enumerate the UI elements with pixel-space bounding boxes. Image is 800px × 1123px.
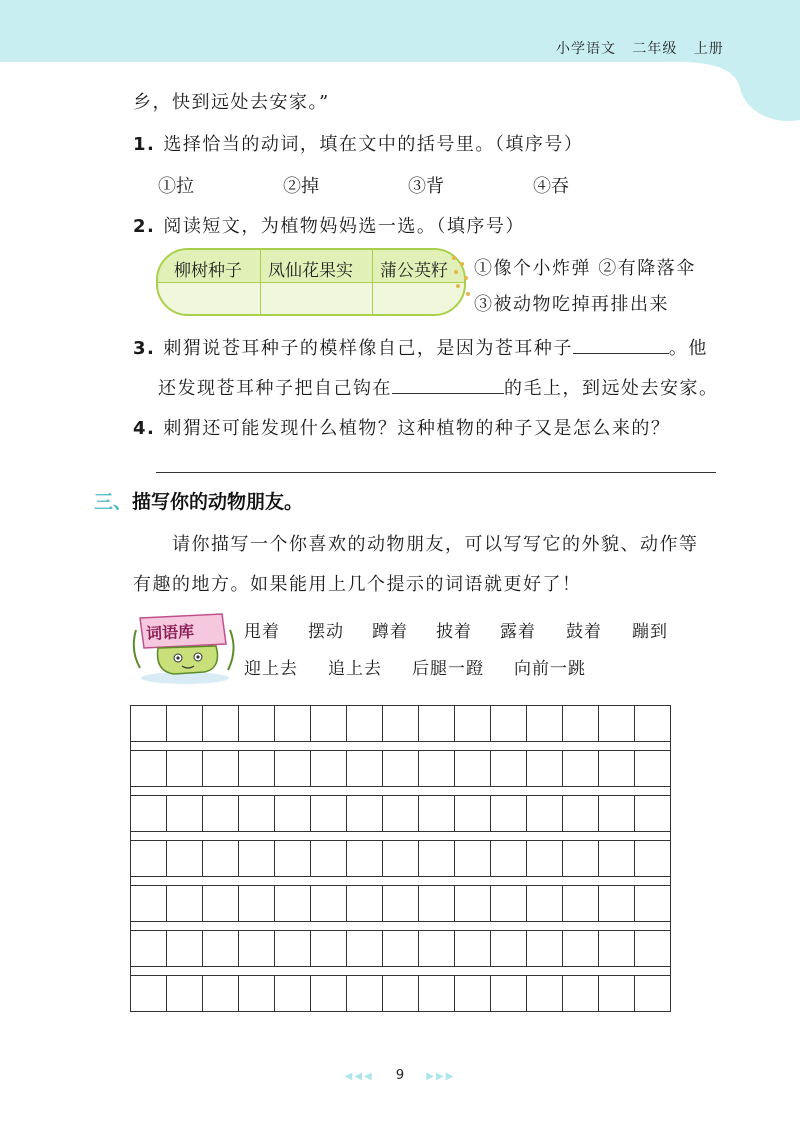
answer-blank-q3-2[interactable] [392,375,504,394]
question-1-number: 1. [133,134,156,155]
question-1 [133,130,583,156]
q1-option-2: ②掉 [283,176,319,197]
grid-cell[interactable] [202,795,239,832]
section-3-title [94,487,303,514]
grid-cell[interactable] [310,750,347,787]
grid-cell[interactable] [598,750,635,787]
page-footer [0,1068,800,1083]
grid-row-gap [130,877,671,885]
grid-cell[interactable] [598,885,635,922]
grid-cell[interactable] [598,795,635,832]
word-zhuishangqu: 追上去 [328,659,382,679]
grid-row-gap [130,787,671,795]
grid-cell[interactable] [130,705,167,742]
grid-cell[interactable] [418,930,455,967]
grid-cell[interactable] [166,975,203,1012]
question-4 [133,414,670,440]
header-title: 小学语文 二年级 上册 [556,41,724,57]
plant-balsam-fruit: 凤仙花果实 [268,261,353,281]
grid-cell[interactable] [526,930,563,967]
plant-willow-seed: 柳树种子 [174,261,242,281]
grid-cell[interactable] [454,750,491,787]
grid-cell[interactable] [526,795,563,832]
grid-cell[interactable] [490,750,527,787]
grid-cell[interactable] [130,975,167,1012]
question-4-text: 刺猬还可能发现什么植物？这种植物的种子又是怎么来的？ [163,418,671,439]
grid-cell[interactable] [274,705,311,742]
grid-cell[interactable] [598,975,635,1012]
grid-cell[interactable] [418,795,455,832]
grid-cell[interactable] [598,930,635,967]
grid-cell[interactable] [274,975,311,1012]
grid-cell[interactable] [310,885,347,922]
choices-line-1: ①像个小炸弹 ②有降落伞 [474,258,696,279]
grid-cell[interactable] [310,840,347,877]
section-3-paragraph-2: 有趣的地方。如果能用上几个提示的词语就更好了！ [133,574,582,595]
grid-row [130,795,671,832]
grid-cell[interactable] [202,705,239,742]
grid-cell[interactable] [634,705,671,742]
grid-cell[interactable] [382,750,419,787]
dots-decoration [448,252,476,308]
word-baidong: 摆动 [308,622,344,642]
grid-cell[interactable] [346,750,383,787]
grid-cell[interactable] [526,750,563,787]
grid-cell[interactable] [634,930,671,967]
word-guzhe: 鼓着 [566,622,602,642]
word-bank-label: 词语库 [145,621,195,644]
grid-cell[interactable] [346,975,383,1012]
word-pizhe: 披着 [436,622,472,642]
plant-dandelion-seed: 蒲公英籽 [380,261,448,281]
grid-cell[interactable] [634,795,671,832]
answer-blank-balsam[interactable] [268,288,368,308]
grid-cell[interactable] [634,975,671,1012]
grid-cell[interactable] [562,975,599,1012]
word-dunzhe: 蹲着 [372,622,408,642]
grid-cell[interactable] [310,705,347,742]
grid-cell[interactable] [166,885,203,922]
plant-table [156,248,466,316]
grid-cell[interactable] [634,885,671,922]
grid-cell[interactable] [238,705,275,742]
grid-cell[interactable] [382,840,419,877]
grid-cell[interactable] [274,750,311,787]
question-3-line-1 [133,334,708,360]
grid-row-gap [130,742,671,750]
grid-cell[interactable] [274,930,311,967]
grid-cell[interactable] [238,930,275,967]
grid-cell[interactable] [310,930,347,967]
grid-cell[interactable] [130,795,167,832]
word-houtuiyideng: 后腿一蹬 [412,659,484,679]
grid-cell[interactable] [238,795,275,832]
grid-cell[interactable] [202,840,239,877]
grid-cell[interactable] [238,750,275,787]
grid-cell[interactable] [166,930,203,967]
grid-cell[interactable] [490,840,527,877]
question-3-text-d: 的毛上，到远处去安家。 [504,378,719,399]
grid-cell[interactable] [202,750,239,787]
grid-cell[interactable] [562,885,599,922]
question-3-text-c: 还发现苍耳种子把自己钩在 [158,378,392,399]
grid-cell[interactable] [598,840,635,877]
grid-cell[interactable] [346,795,383,832]
grid-cell[interactable] [418,750,455,787]
grid-cell[interactable] [526,705,563,742]
grid-cell[interactable] [346,705,383,742]
grid-cell[interactable] [454,975,491,1012]
grid-cell[interactable] [454,930,491,967]
question-3-line-2 [158,374,719,400]
grid-row [130,885,671,922]
grid-cell[interactable] [418,840,455,877]
word-xiangqianyitiao: 向前一跳 [514,659,586,679]
grid-cell[interactable] [202,975,239,1012]
grid-cell[interactable] [130,930,167,967]
grid-cell[interactable] [310,795,347,832]
section-3-mark: 三、 [94,491,133,513]
grid-cell[interactable] [526,840,563,877]
choices-line-2: ③被动物吃掉再排出来 [474,294,669,315]
grid-cell[interactable] [382,885,419,922]
grid-cell[interactable] [562,930,599,967]
word-bengdao: 蹦到 [632,622,668,642]
header-band [0,0,800,140]
grid-cell[interactable] [634,750,671,787]
word-louzhe: 露着 [500,622,536,642]
question-2-text: 阅读短文，为植物妈妈选一选。（填序号） [163,216,525,237]
grid-cell[interactable] [562,750,599,787]
q1-option-1: ①拉 [158,176,194,197]
grid-cell[interactable] [454,705,491,742]
plant-table-divider [158,282,464,283]
question-2-number: 2. [133,216,156,237]
grid-cell[interactable] [382,795,419,832]
answer-blank-willow[interactable] [174,288,258,308]
q1-option-4: ④吞 [533,176,569,197]
grid-cell[interactable] [418,705,455,742]
section-3-title-text: 描写你的动物朋友。 [132,491,304,513]
grid-row [130,750,671,787]
grid-cell[interactable] [598,705,635,742]
grid-cell[interactable] [454,840,491,877]
answer-blank-dandelion[interactable] [380,288,450,308]
grid-row-gap [130,832,671,840]
q1-option-3: ③背 [408,176,444,197]
grid-row [130,975,671,1012]
grid-cell[interactable] [634,840,671,877]
grid-cell[interactable] [562,705,599,742]
grid-cell[interactable] [166,795,203,832]
grid-row-gap [130,922,671,930]
grid-cell[interactable] [166,705,203,742]
grid-cell[interactable] [130,750,167,787]
grid-cell[interactable] [130,840,167,877]
grid-cell[interactable] [382,930,419,967]
grid-cell[interactable] [490,975,527,1012]
grid-row [130,840,671,877]
passage-end: 乡，快到远处去安家。” [133,92,330,113]
grid-cell[interactable] [382,705,419,742]
grid-cell[interactable] [562,795,599,832]
answer-line-q4[interactable] [156,472,716,473]
grid-cell[interactable] [490,930,527,967]
grid-row [130,705,671,742]
grid-cell[interactable] [202,885,239,922]
grid-cell[interactable] [238,840,275,877]
grid-cell[interactable] [418,975,455,1012]
grid-cell[interactable] [562,840,599,877]
plant-table-col-divider [260,250,261,314]
grid-cell[interactable] [490,705,527,742]
grid-cell[interactable] [526,885,563,922]
left-arrows-icon: ◀◀◀ [344,1071,374,1082]
grid-cell[interactable] [238,975,275,1012]
grid-cell[interactable] [454,795,491,832]
grid-cell[interactable] [490,795,527,832]
question-3-text-a: 刺猬说苍耳种子的模样像自己，是因为苍耳种子 [163,338,573,359]
word-yingshangqu: 迎上去 [244,659,298,679]
grid-cell[interactable] [454,885,491,922]
word-shuaizhe: 甩着 [244,622,280,642]
question-3-number: 3. [133,338,156,359]
grid-cell[interactable] [166,750,203,787]
grid-cell[interactable] [130,885,167,922]
grid-row-gap [130,967,671,975]
grid-cell[interactable] [274,795,311,832]
grid-cell[interactable] [418,885,455,922]
grid-cell[interactable] [310,975,347,1012]
question-3-text-b: 。他 [668,338,708,359]
right-arrows-icon: ▶▶▶ [426,1071,456,1082]
grid-cell[interactable] [202,930,239,967]
grid-cell[interactable] [382,975,419,1012]
grid-cell[interactable] [346,840,383,877]
grid-cell[interactable] [526,975,563,1012]
grid-cell[interactable] [238,885,275,922]
grid-row [130,930,671,967]
grid-cell[interactable] [274,840,311,877]
grid-cell[interactable] [346,885,383,922]
grid-cell[interactable] [490,885,527,922]
grid-cell[interactable] [274,885,311,922]
answer-blank-q3-1[interactable] [573,335,669,354]
grid-cell[interactable] [166,840,203,877]
grid-cell[interactable] [346,930,383,967]
question-2 [133,212,525,238]
question-4-number: 4. [133,418,156,439]
section-3-paragraph-1: 请你描写一个你喜欢的动物朋友，可以写写它的外貌、动作等 [172,534,699,555]
plant-table-col-divider [372,250,373,314]
page-number: 9 [395,1068,405,1083]
question-1-text: 选择恰当的动词，填在文中的括号里。（填序号） [163,134,584,155]
